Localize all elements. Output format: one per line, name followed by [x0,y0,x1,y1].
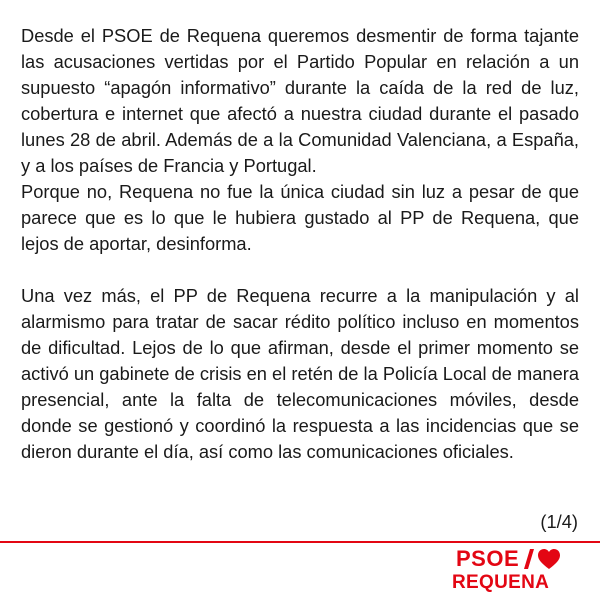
footer-divider [0,541,600,543]
psoe-requena-logo [452,547,582,595]
paragraph-response: Porque no, Requena no fue la única ciudad sin luz a pesar de que parece que es lo que le hubiera gustado al PP de Requena, que lejos de aportar, desinforma. [21,181,579,254]
slash-icon [524,548,534,570]
paragraph-intro: Desde el PSOE de Requena queremos desmentir de forma tajante las acusaciones vertidas por el Partido Popular en relación a un supuesto “apagón informativo” durante la caída de la red de luz, cobertura e internet que afectó a nuestra ciudad durante el pasado lunes 28 de abril. Además de a la Comunidad Valenciana, a España, y a los países de Francia y Portugal. [21,25,579,176]
paragraph-crisis-cabinet: Una vez más, el PP de Requena recurre a la manipulación y al alarmismo para tratar de sacar rédito político incluso en momentos de dificultad. Lejos de lo que afirman, desde el primer momento se activó un gabinete de crisis en el retén de la Policía Local de manera presencial, ante la falta de telecomunicaciones móviles, desde donde se gestionó y coordinó la respuesta a las incidencias que se dieron durante el día, así como las comunicaciones oficiales. [21,285,579,462]
statement-body [21,23,579,465]
logo-party-name: PSOE [456,546,520,571]
logo-location: REQUENA [452,572,550,593]
logo-top-row [456,547,561,571]
heart-icon [537,548,561,570]
page-counter: (1/4) [540,511,578,532]
